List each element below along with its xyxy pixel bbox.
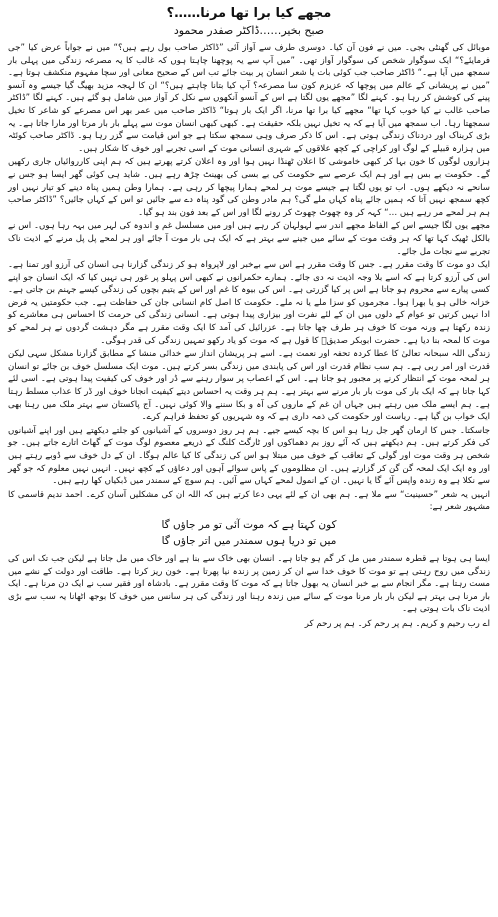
- article-paragraph: ایسا ہی ہوتا ہے قطرہ سمندر میں مل کر گم ہو جاتا ہے۔ انسان بھی خاک سے بنا ہے اور خاک میں مل جاتا ہے لیکن جب تک اس کی زندگی میں روح رہتی ہے تو موت کا خوف خدا سے ان کر زمین پر زندہ نیا پھرتا ہے۔ خون ریز کرتا ہے۔ طاقت اور دولت کے نشے میں مست رہتا ہے۔ مگر انجام سے بے خبر انسان یہ بھول جاتا ہے کہ موت کا وقت مقرر ہے۔ بادشاہ اور فقیر سب نے ایک دن مرنا ہے۔ ایک بار مرنا ہی بہتر ہے لیکن بار بار مرنا موت کے سائے میں زندہ رہنا اور زندگی کی ہر سانس میں خوف کا بوجھ اٹھانا یہ سب سے بڑی اذیت ناک بات ہوتی ہے۔: [8, 553, 490, 615]
- article-byline: صبح بخیر……ڈاکٹر صفدر محمود: [173, 24, 325, 37]
- article-closing: اے رب رحیم و کریم۔ ہم پر رحم کر۔ ہم پر رحم کر: [304, 618, 490, 629]
- article-paragraph: جاسکتا۔ جس کا ارمان گھر جل رہا ہو اس کا بچہ کیسے جیے۔ ہم ہر روز دوسروں کے آشیانوں کو جلتے دیکھتے ہیں اور اپنے آشیانوں کی فکر کرتے ہیں۔ ہم دیکھتے ہیں کہ آئے روز بم دھماکوں اور ٹارگٹ کلنگ کے ذریعے معصوم لوگ موت کے گھاٹ اتارے جاتے ہیں۔ جو شخص ہر وقت موت اور گولی کے تعاقب کے خوف میں مبتلا ہو اس کی زندگی کا کیا عالم ہوگا۔ ان کے دل خوف سے ڈوبے رہتے ہیں اور وہ ایک ایک لمحہ گن گن کر گزارتے ہیں۔ ان مظلوموں کے پاس سوائے آہوں اور دعاؤں کے کچھ نہیں۔ انہیں نہیں معلوم کہ جو گھر سے نکلا ہے وہ زندہ واپس آئے گا یا نہیں۔ ان کے انمول لمحے کہاں سے آئیں۔ ہم سوچ کے سمندر میں ڈبکیاں کھا رہے ہیں۔: [8, 425, 490, 487]
- article-paragraph: زندگی اللہ سبحانہ تعالیٰ کا عطا کردہ تحفہ اور نعمت ہے۔ اسے ہر پریشان انداز سے خدائی منشا کے مطابق گزارنا مشکل سہی لیکن قدرت اور امر ربی ہے۔ ہم سب نظام قدرت اور اس کی پابندی میں زندگی بسر کرتے ہیں۔ موت ایک مسلسل خوف بن جائے تو انسان ہر لمحہ موت کے انتظار کرنے پر مجبور ہو جاتا ہے۔ اس کے اعصاب پر سوار رہنے سے ڈر اور خوف کی کیفیت پیدا ہوتی ہے۔ اسی لئے کہا جاتا ہے کہ ایک بار کی موت بار بار مرنے سے بہتر ہے۔ ہم ہر وقت یہ احساس دیتے کیفیت انجانا خوف اور ڈر کا عذاب مسلط رہتا ہے۔ ہم ایسے ملک میں رہتے ہیں جہاں ان غم کے ماروں کی آہ و بکا سننے والا کوئی نہیں۔ آج پاکستان سے بہتر ملک میں رہنا بھی ایک خواب بن گیا ہے۔ ریاست اور حکومت کی ذمہ داری ہے کہ وہ شہریوں کو تحفظ فراہم کرے۔: [8, 349, 490, 423]
- article-title: مجھے کیا برا تھا مرنا……؟: [166, 6, 332, 21]
- article-paragraph: موبائل کی گھنٹی بجی۔ میں نے فون آن کیا۔ دوسری طرف سے آواز آئی ”ڈاکٹر صاحب بول رہے ہیں؟“ میں نے جواباً عرض کیا ”جی فرمایئے؟“ ایک سوگوار شخص کی سوگوار آواز تھی۔ ”میں آپ سے یہ پوچھنا چاہتا ہوں کہ غالب کا یہ مصرعہ زندگی میں پہلی بار سمجھ میں آیا ہے۔“ ڈاکٹر صاحب جب کوئی بات یا شعر انسان پر بیت جائے تب اس کے صحیح معانی اور سچا مفہوم منکشف ہوتا ہے۔ ”میں نے پریشانی کے عالم میں پوچھا کہ عزیزم کون سا مصرعہ؟ آپ کیا بتانا چاہتے ہیں؟“ ان کا لہجہ مزید بھیگ گیا جیسے وہ آنسو پینے کی کوشش کر رہا ہو۔ کہنے لگا ”مجھے یوں لگتا ہے اس کے آنسو آنکھوں سے نکل کر آواز میں شامل ہو گئے ہیں۔ کہنے لگا ”ڈاکٹر صاحب غالب نے کیا خوب کہا تھا“ مجھے کیا برا تھا مرنا، اگر ایک بار ہوتا“ ڈاکٹر صاحب میں عمر بھر اس مصرعے کو شاعر کا تخیل سمجھتا رہا۔ اب سمجھ میں آیا ہے کہ یہ تخیل نہیں بلکہ حقیقت ہے۔ کبھی کبھی انسان موت سے پہلے بار بار مرتا اور مارا جاتا ہے۔ یہ بڑی کربناک اور دردناک زندگی ہوتی ہے۔ اس کا ذکر صرف وہی سمجھ سکتا ہے جو اس قیامت سے گزر رہا ہو۔ ڈاکٹر صاحب کوئٹہ میں ہزارہ قبیلے کے لوگ اور کراچی کے کچھ علاقوں کے شہری انسانی موت کے اسی تجربے اور خوف کا شکار ہیں۔: [8, 43, 490, 154]
- article-paragraph: ہزاروں لوگوں کا خون بہا کر کبھی خاموشی کا اعلان ٹھنڈا نہیں ہوا اور وہ اعلان کرتے پھرتے ہیں کہ ہم اپنی کارروائیاں جاری رکھیں گے۔ حکومت بے بس ہے اور ہم ایک عرصے سے حکومت کی بے بسی کی بھینٹ چڑھ رہے ہیں۔ شاید ہی کوئی گھر ایسا ہو جس نے سانحے نہ دیکھے ہوں۔ اب تو یوں لگتا ہے جیسے موت ہر لمحے ہمارا پیچھا کر رہی ہے۔ ہمارا وطن ہمیں پناہ دینے کو تیار نہیں اور کچھ سمجھ نہیں آتا کہ ہمیں جائے پناہ کہاں ملے گی؟ ہم مادر وطن کی گود پناہ دے سے جائیں تو اس کے کہاں جائیں؟ ”ڈاکٹر صاحب ہم ہر لمحے مر رہے ہیں …“ کہہ کر وہ چھوٹ چھوٹ کر رونے لگا اور اس کے بعد فون بند ہو گیا۔: [8, 157, 490, 218]
- article-paragraph: مجھے یوں لگا جیسے اس کے الفاظ مجھے اندر سے لہولہان کر رہے ہیں اور میں مسلسل غم و اندوہ کی لہر میں بہہ رہا ہوں۔ اس نے بالکل ٹھیک کہا تھا کہ ہر وقت موت کے سائے میں جینے سے بہتر ہے کہ ایک ہی بار موت آ جائے اور ہر لمحے پل پل مرنے کے اذیت ناک تجربے سے نجات مل جائے۔: [8, 221, 490, 257]
- poetry-couplet: [8, 517, 490, 549]
- article-paragraph: انہیں یہ شعر ”حسینیت“ سے ملا ہے۔ ہم بھی ان کے لئے یہی دعا کرتے ہیں کہ اللہ ان کی مشکلیں آسان کرے۔ احمد ندیم قاسمی کا مشہور شعر ہے:: [8, 489, 490, 513]
- couplet-line: میں تو دریا ہوں سمندر میں اتر جاؤں گا: [161, 534, 337, 547]
- article-paragraph: ایک دو موت کا وقت مقرر ہے۔ جس کا وقت مقرر ہے اس سے بےخبر اور لاپرواہ ہو کر زندگی گزارنا ہی انسان کی آرزو اور تمنا ہے۔ اس کی آرزو کرتا ہے کہ اسے بلا وجہ اذیت نہ دی جائے۔ ہمارے حکمرانوں نے کبھی اس پہلو پر غور ہی نہیں کیا کہ ایک انسان جو اپنے کسی پیارے سے محروم ہو جاتا ہے اس پر کیا گزرتی ہے۔ اس کی بیوہ کا غم اور اس کے یتیم بچوں کی زندگی کیسے جہنم بن جاتی ہے۔ خزانہ خالی ہو یا بھرا ہوا۔ مجرموں کو سزا ملے یا نہ ملے۔ حکومت کا اصل کام انسانی جان کی حفاظت ہے۔ جب حکومتیں یہ فرض ادا نہیں کرتیں تو عوام کے دلوں میں ان کے لئے نفرت اور بیزاری پیدا ہوتی ہے۔ انسانی زندگی کی حرمت کا احساس ہی معاشرے کو زندہ رکھتا ہے ورنہ موت کا خوف ہر طرف چھا جاتا ہے۔ عزرائیل کی آمد کا ایک وقت مقرر ہے مگر دہشت گردوں نے ہر لمحے کو موت کا لمحہ بنا دیا ہے۔ حضرت ابوبکر صدیقؓ کا قول ہے کہ موت کو یاد رکھو تمہیں زندگی کی قدر ہوگی۔: [8, 260, 490, 346]
- couplet-line: کون کہتا ہے کہ موت آئی تو مر جاؤں گا: [161, 518, 337, 531]
